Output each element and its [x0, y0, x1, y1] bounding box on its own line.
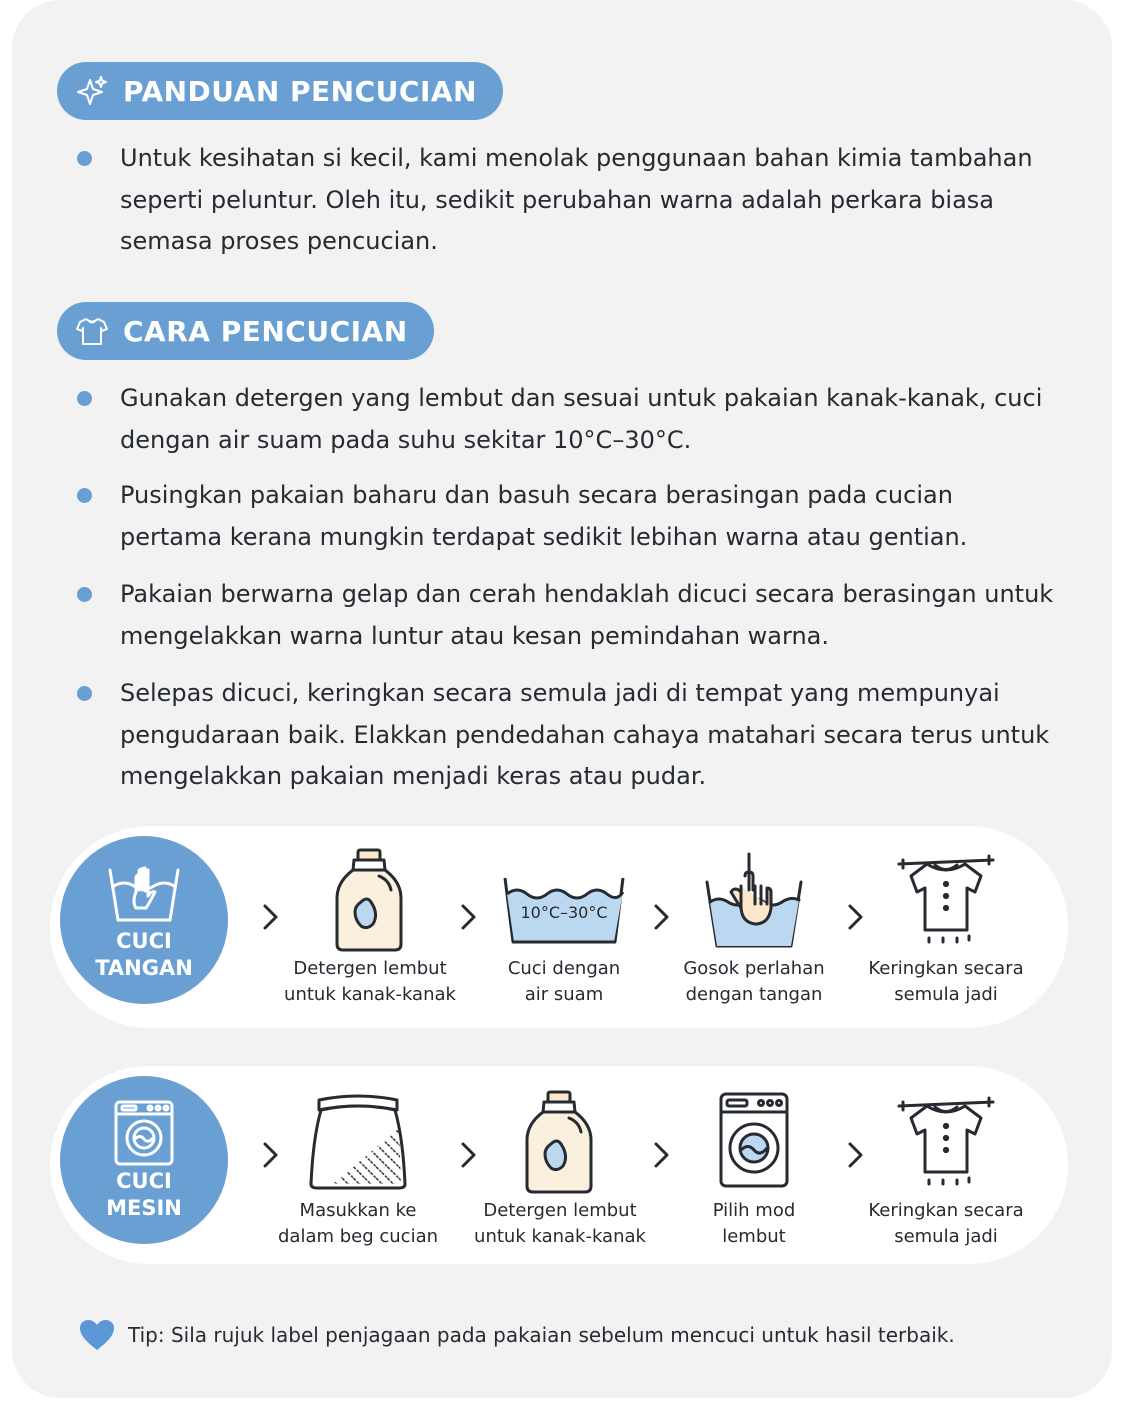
heart-icon	[78, 1318, 116, 1352]
step-label: Keringkan secara semula jadi	[868, 958, 1024, 1005]
scrub-hand-icon	[699, 846, 809, 956]
method-bullet: Pusingkan pakaian baharu dan basuh secara berasingan pada cucian pertama kerana mungkin terdapat sedikit lebihan warna atau gentian.	[0, 475, 1122, 558]
tip-text: Tip: Sila rujuk label penjagaan pada pakaian sebelum mencuci untuk hasil terbaik.	[128, 1323, 955, 1347]
step-label: Detergen lembut untuk kanak-kanak	[474, 1200, 646, 1247]
detergent-bottle-icon	[315, 846, 425, 956]
section-header-method	[57, 302, 434, 360]
method-bullet: Selepas dicuci, keringkan secara semula jadi di tempat yang mempunyai pengudaraan baik. Elakkan pendedahan cahaya matahari secara terus untuk mengelakkan pakaian menjadi keras atau pudar.	[0, 673, 1122, 798]
guide-bullet: Untuk kesihatan si kecil, kami menolak penggunaan bahan kimia tambahan seperti peluntur. Oleh itu, sedikit perubahan warna adalah perkara biasa semasa proses pencucian.	[0, 138, 1122, 263]
hand-step-dry	[851, 846, 1041, 1008]
hand-step-warm-water	[469, 846, 659, 1008]
step-label: Gosok perlahan dengan tangan	[683, 958, 825, 1005]
section-title: CARA PENCUCIAN	[123, 314, 408, 348]
shirt-icon	[75, 314, 109, 348]
method-bullet-list	[0, 378, 1122, 798]
drying-shirt-icon	[891, 846, 1001, 956]
basin-icon	[499, 846, 629, 956]
drying-shirt-icon	[891, 1088, 1001, 1198]
step-label: Keringkan secara semula jadi	[868, 1200, 1024, 1247]
machine-step-gentle-mode	[659, 1088, 849, 1250]
machine-wash-badge	[60, 1076, 228, 1244]
hand-step-scrub	[659, 846, 849, 1008]
tip-row	[78, 1318, 955, 1352]
hand-wash-strip	[50, 826, 1068, 1028]
basin-temperature: 10°C–30°C	[520, 903, 608, 922]
washing-machine-icon	[104, 1098, 184, 1168]
machine-wash-strip	[50, 1066, 1068, 1264]
hand-wash-label: CUCI TANGAN	[95, 929, 193, 980]
washing-machine-icon	[699, 1088, 809, 1198]
method-bullet: Gunakan detergen yang lembut dan sesuai untuk pakaian kanak-kanak, cuci dengan air suam pada suhu sekitar 10°C–30°C.	[0, 378, 1122, 461]
section-title: PANDUAN PENCUCIAN	[123, 74, 477, 108]
machine-step-bag	[263, 1088, 453, 1250]
method-bullet: Pakaian berwarna gelap dan cerah hendaklah dicuci secara berasingan untuk mengelakkan warna luntur atau kesan pemindahan warna.	[0, 574, 1122, 657]
guide-bullet-list	[0, 138, 1122, 263]
step-label: Masukkan ke dalam beg cucian	[277, 1200, 439, 1247]
step-label: Detergen lembut untuk kanak-kanak	[284, 958, 456, 1005]
hand-step-detergent	[275, 846, 465, 1008]
sparkle-icon	[75, 74, 109, 108]
machine-step-detergent	[465, 1088, 655, 1250]
step-label: Cuci dengan air suam	[507, 958, 621, 1005]
step-label: Pilih mod lembut	[712, 1200, 796, 1247]
hand-wash-basin-icon	[104, 858, 184, 928]
section-header-guide	[57, 62, 503, 120]
machine-step-dry	[851, 1088, 1041, 1250]
machine-wash-label: CUCI MESIN	[106, 1169, 182, 1220]
detergent-bottle-icon	[505, 1088, 615, 1198]
laundry-bag-icon	[303, 1088, 413, 1198]
hand-wash-badge	[60, 836, 228, 1004]
